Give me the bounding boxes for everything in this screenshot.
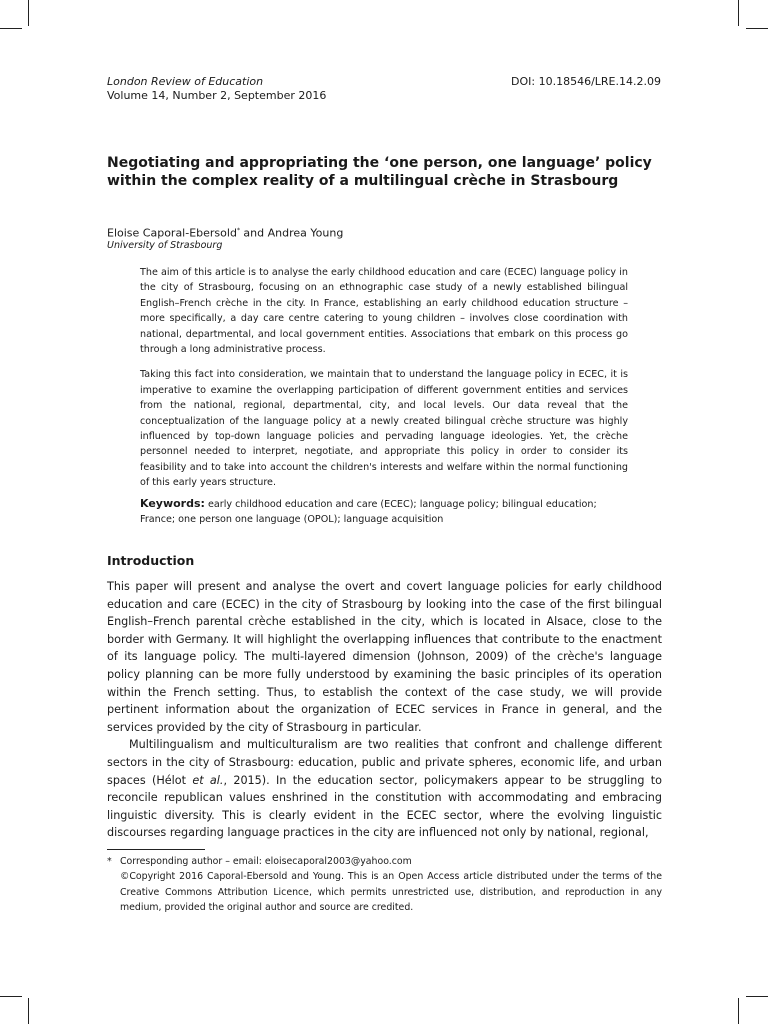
keywords-label: Keywords: — [140, 497, 205, 510]
body-text — [107, 578, 662, 842]
abstract-paragraph: The aim of this article is to analyse the early childhood education and care (ECEC) language policy in the city of Strasbourg, focusing on an ethnographic case study of a newly established bilingual English–French crèche in the city. In France, establishing an early childhood education structure – more specifically, a day care centre catering to young children – involves close coordination with national, departmental, and local government entities. Associations that embark on this process go through a long administrative process. — [140, 267, 628, 356]
doi-label: DOI: 10.18546/LRE.14.2.09 — [511, 75, 661, 88]
keywords — [140, 496, 632, 527]
footnote-divider — [107, 849, 205, 850]
crop-mark — [28, 0, 29, 26]
author-line — [107, 224, 343, 241]
corresponding-email[interactable]: Corresponding author – email: eloisecaporal2003@yahoo.com — [120, 856, 412, 867]
section-heading: Introduction — [107, 553, 195, 568]
crop-mark — [746, 28, 768, 29]
crop-mark — [0, 996, 22, 997]
body-paragraph: Multilingualism and multiculturalism are two realities that confront and challenge different sectors in the city of Strasbourg: education, public and private spheres, economic life, and urban spaces (Hélot et al., 2015). In the education sector, policymakers appear to be struggling to reconcile republican values enshrined in the constitution with accommodating and embracing linguistic diversity. This is clearly evident in the ECEC sector, where the evolving linguistic discourses regarding language practices in the city are influenced not only by national, regional, — [107, 738, 662, 840]
crop-mark — [738, 0, 739, 26]
footnote-marker: * — [107, 856, 112, 867]
article-title: Negotiating and appropriating the ‘one person, one language’ policy within the complex reality of a multilingual crèche in Strasbourg — [107, 155, 652, 189]
abstract-paragraph: Taking this fact into consideration, we maintain that to understand the language policy in ECEC, it is imperative to examine the overlapping participation of different government entities and services from the national, regional, departmental, city, and local levels. Our data reveal that the conceptualization of the language policy at a newly created bilingual crèche structure was highly influenced by top-down language policies and pervading language ideologies. Yet, the crèche personnel needed to interpret, negotiate, and appropriate this policy in order to consider its feasibility and to take into account the children's interests and welfare within the normal functioning of this early years structure. — [140, 369, 628, 489]
copyright-notice: ©Copyright 2016 Caporal-Ebersold and Young. This is an Open Access article distributed under the terms of the Creative Commons Attribution Licence, which permits unrestricted use, distribution, and reproduction in any medium, provided the original author and source are credited. — [120, 871, 662, 914]
footnote-item — [107, 854, 662, 869]
abstract — [140, 265, 628, 501]
crop-mark — [746, 996, 768, 997]
affiliation: University of Strasbourg — [107, 240, 223, 251]
journal-name: London Review of Education — [107, 75, 264, 88]
crop-mark — [0, 28, 22, 29]
crop-mark — [28, 998, 29, 1024]
crop-mark — [738, 998, 739, 1024]
journal-volume: Volume 14, Number 2, September 2016 — [107, 88, 327, 102]
corresponding-marker[interactable]: * — [236, 227, 240, 234]
footnotes — [107, 854, 662, 916]
author-name: Eloise Caporal-Ebersold — [107, 226, 237, 240]
keywords-list: early childhood education and care (ECEC); language policy; bilingual education; France; one person one language (OPOL); language acquisition — [140, 499, 597, 525]
body-paragraph: This paper will present and analyse the overt and covert language policies for early childhood education and care (ECEC) in the city of Strasbourg by looking into the case of the first bilingual English–French parental crèche established in the city, which is located in Alsace, close to the border with Germany. It will highlight the overlapping influences that contribute to the enactment of its language policy. The multi-layered dimension (Johnson, 2009) of the crèche's language policy planning can be more fully understood by examining the basic principles of its operation within the French setting. Thus, to establish the context of the case study, we will provide pertinent information about the organization of ECEC services in France in general, and the services provided by the city of Strasbourg in particular. — [107, 580, 662, 734]
running-header — [107, 75, 661, 102]
author-name: and Andrea Young — [239, 226, 344, 240]
